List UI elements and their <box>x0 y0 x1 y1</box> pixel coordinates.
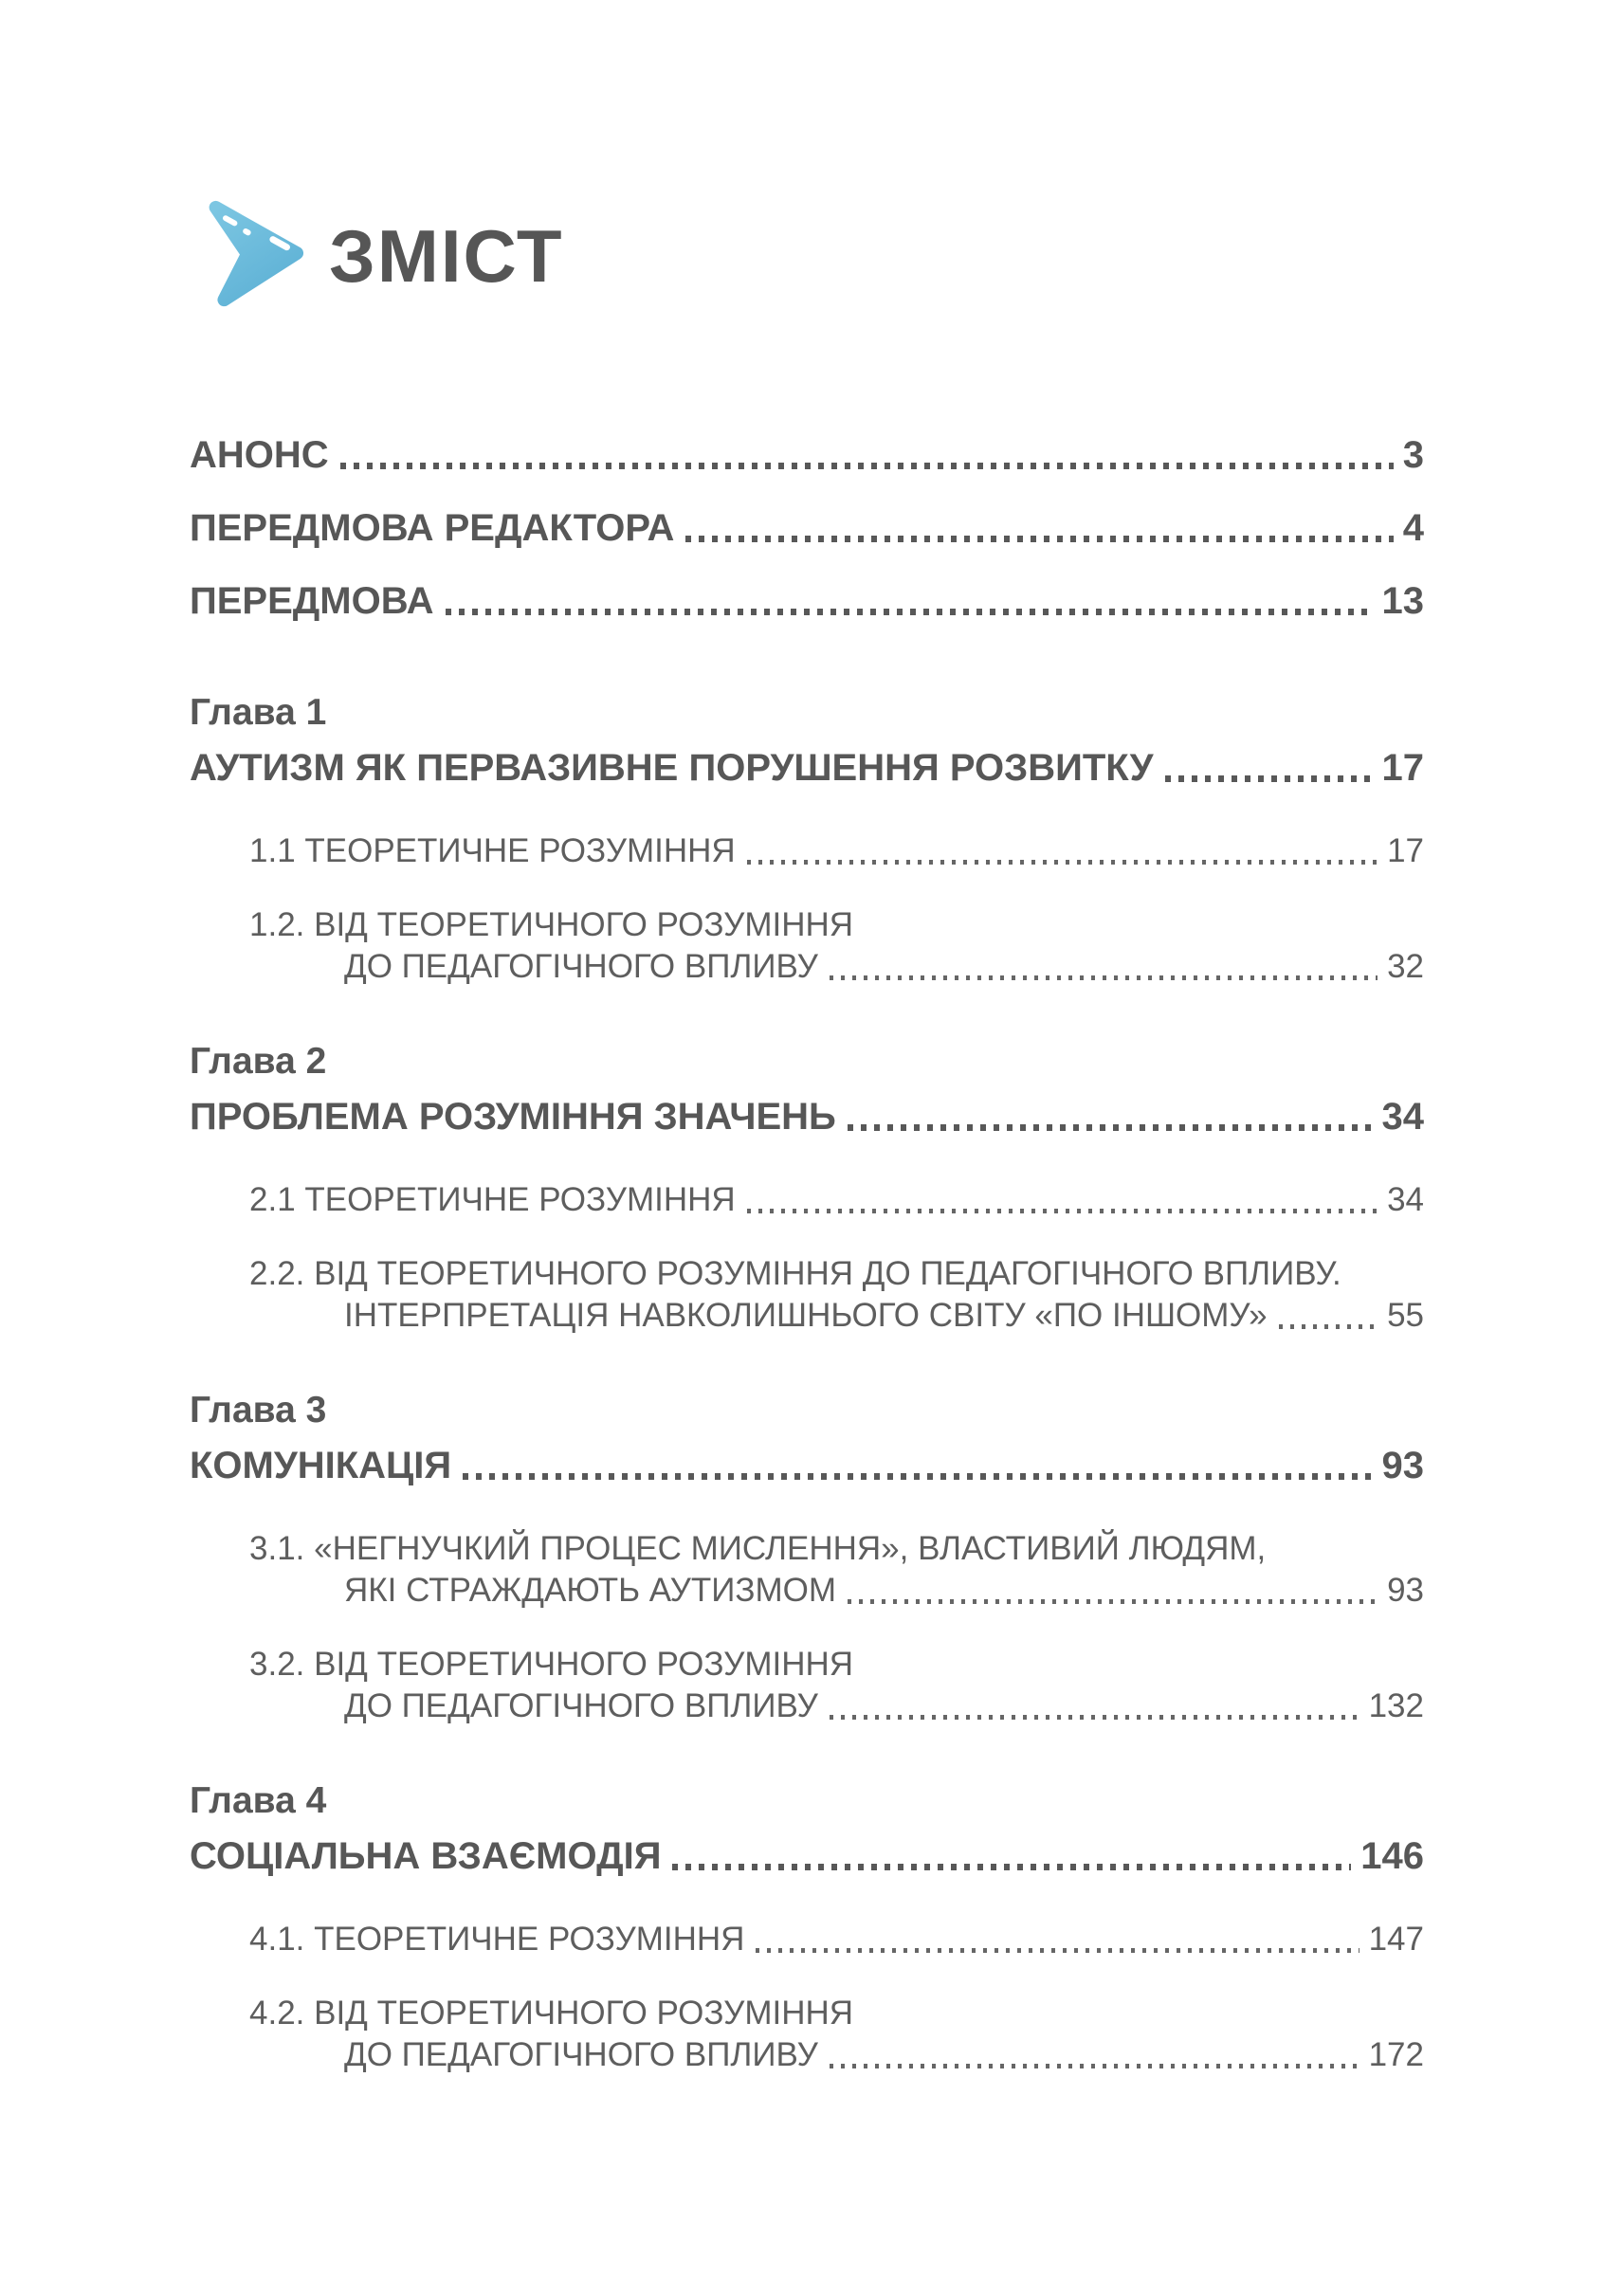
chapter-block <box>190 1780 1424 2076</box>
toc-section-entry <box>190 1993 1424 2076</box>
toc-section-entry <box>190 1644 1424 1727</box>
section-label: 1.2. ВІД ТЕОРЕТИЧНОГО РОЗУМІННЯ <box>249 906 854 943</box>
page-number: 146 <box>1360 1835 1424 1877</box>
chapter-label: Глава 4 <box>190 1780 327 1821</box>
toc-header <box>183 192 564 319</box>
section-label-line2: ІНТЕРПРЕТАЦІЯ НАВКОЛИШНЬОГО СВІТУ «ПО ІНШОМУ» <box>344 1297 1268 1334</box>
toc-section-row <box>249 830 1424 872</box>
dot-leader <box>756 1948 1359 1953</box>
dot-leader <box>830 975 1378 980</box>
toc-entry-label: ПЕРЕДМОВА РЕДАКТОРА <box>190 507 675 549</box>
section-label: 4.1. ТЕОРЕТИЧНЕ РОЗУМІННЯ <box>249 1921 745 1958</box>
dot-leader <box>672 1864 1351 1870</box>
toc-section-row <box>249 1570 1424 1612</box>
page-number: 4 <box>1402 507 1424 549</box>
page-number: 132 <box>1368 1687 1424 1724</box>
toc-section-entry <box>190 1253 1424 1337</box>
section-label: 2.1 ТЕОРЕТИЧНЕ РОЗУМІННЯ <box>249 1181 736 1218</box>
page-number: 55 <box>1387 1297 1424 1334</box>
page-number: 172 <box>1368 2036 1424 2073</box>
dot-leader <box>446 609 1373 615</box>
toc-section-row <box>249 1919 1424 1960</box>
chapter-block <box>190 1041 1424 1337</box>
page-title: ЗМІСТ <box>329 214 564 298</box>
dot-leader <box>463 1473 1372 1480</box>
chapter-title-row <box>190 1096 1424 1138</box>
dot-leader <box>747 1209 1378 1213</box>
dot-leader <box>1279 1324 1378 1329</box>
toc-section-row <box>249 946 1424 988</box>
toc-section-entry <box>190 830 1424 872</box>
page-number: 34 <box>1387 1181 1424 1218</box>
page-number: 93 <box>1381 1445 1424 1486</box>
toc-section-row <box>249 1179 1424 1221</box>
section-label-line2: ДО ПЕДАГОГІЧНОГО ВПЛИВУ <box>344 1687 818 1724</box>
page-number: 13 <box>1381 580 1424 622</box>
toc-entry <box>190 507 1424 549</box>
toc-section-row <box>249 2034 1424 2076</box>
toc-section-entry <box>190 904 1424 988</box>
chapter-label: Глава 3 <box>190 1390 327 1430</box>
page-number: 34 <box>1381 1096 1424 1138</box>
chapter-label: Глава 1 <box>190 692 327 733</box>
page-number: 17 <box>1381 747 1424 789</box>
toc-entry-label: ПЕРЕДМОВА <box>190 580 434 622</box>
dot-leader <box>848 1124 1373 1131</box>
section-label-line2: ДО ПЕДАГОГІЧНОГО ВПЛИВУ <box>344 2036 818 2073</box>
section-label: 1.1 ТЕОРЕТИЧНЕ РОЗУМІННЯ <box>249 832 736 869</box>
chapter-title: КОМУНІКАЦІЯ <box>190 1445 452 1486</box>
paper-plane-arrow-icon <box>183 195 308 317</box>
toc-entry <box>190 434 1424 476</box>
chapter-label: Глава 2 <box>190 1041 327 1082</box>
page-number: 32 <box>1387 948 1424 985</box>
chapter-title: АУТИЗМ ЯК ПЕРВАЗИВНЕ ПОРУШЕННЯ РОЗВИТКУ <box>190 747 1154 789</box>
section-label-line2: ЯКІ СТРАЖДАЮТЬ АУТИЗМОМ <box>344 1572 837 1609</box>
section-label: 4.2. ВІД ТЕОРЕТИЧНОГО РОЗУМІННЯ <box>249 1995 854 2032</box>
toc-section-entry <box>190 1179 1424 1221</box>
page-number: 147 <box>1368 1921 1424 1958</box>
dot-leader <box>848 1599 1378 1604</box>
chapter-title-row <box>190 1835 1424 1877</box>
toc-section-row <box>249 1295 1424 1337</box>
chapter-title: СОЦІАЛЬНА ВЗАЄМОДІЯ <box>190 1835 662 1877</box>
chapter-title-row <box>190 747 1424 789</box>
toc-section-entry <box>190 1528 1424 1612</box>
chapter-title-row <box>190 1445 1424 1486</box>
section-label: 2.2. ВІД ТЕОРЕТИЧНОГО РОЗУМІННЯ ДО ПЕДАГОГІЧНОГО ВПЛИВУ. <box>249 1255 1341 1292</box>
section-label: 3.1. «НЕГНУЧКИЙ ПРОЦЕС МИСЛЕННЯ», ВЛАСТИВИЙ ЛЮДЯМ, <box>249 1530 1267 1567</box>
chapter-block <box>190 692 1424 988</box>
section-label: 3.2. ВІД ТЕОРЕТИЧНОГО РОЗУМІННЯ <box>249 1646 854 1683</box>
dot-leader <box>1165 775 1373 782</box>
dot-leader <box>685 536 1393 542</box>
dot-leader <box>830 1715 1359 1720</box>
dot-leader <box>340 463 1394 469</box>
section-label-line2: ДО ПЕДАГОГІЧНОГО ВПЛИВУ <box>344 948 818 985</box>
dot-leader <box>747 860 1378 865</box>
chapter-title: ПРОБЛЕМА РОЗУМІННЯ ЗНАЧЕНЬ <box>190 1096 836 1138</box>
toc-body <box>190 434 1424 2076</box>
toc-section-entry <box>190 1919 1424 1960</box>
page-number: 93 <box>1387 1572 1424 1609</box>
page-number: 3 <box>1402 434 1424 476</box>
toc-section-row <box>249 1686 1424 1727</box>
chapter-block <box>190 1390 1424 1727</box>
dot-leader <box>830 2064 1359 2068</box>
toc-entry-label: АНОНС <box>190 434 329 476</box>
toc-entry <box>190 580 1424 622</box>
page-number: 17 <box>1387 832 1424 869</box>
